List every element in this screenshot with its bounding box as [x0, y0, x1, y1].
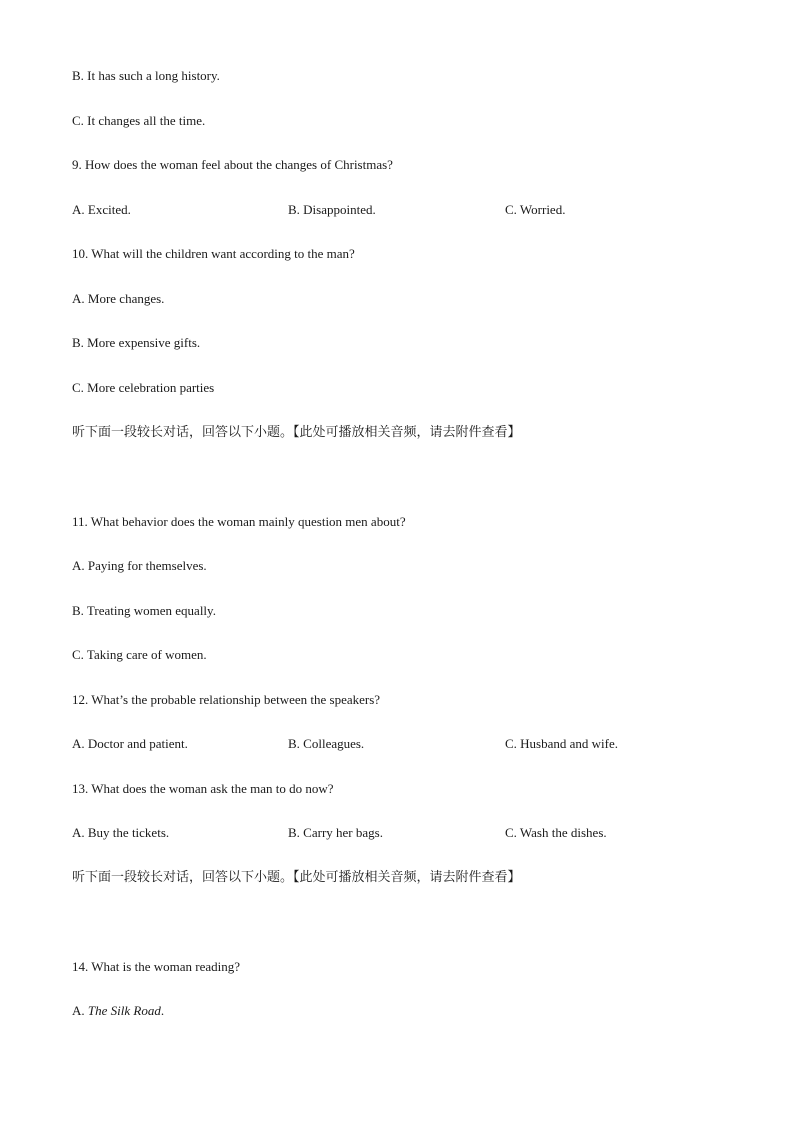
q12-option-c: C. Husband and wife.: [505, 736, 619, 751]
q11-option-b: B. Treating women equally.: [72, 603, 216, 618]
q11-option-c: C. Taking care of women.: [72, 647, 207, 662]
q8-option-b: B. It has such a long history.: [72, 68, 220, 83]
q12-option-a: A. Doctor and patient.: [72, 736, 188, 751]
listening-instruction-2: 听下面一段较长对话，回答以下小题。【此处可播放相关音频，请去附件查看】: [72, 870, 521, 885]
q9-option-a: A. Excited.: [72, 202, 131, 217]
q12-question: 12. What’s the probable relationship between the speakers?: [72, 692, 381, 707]
q10-option-c: C. More celebration parties: [72, 380, 215, 395]
q13-option-c: C. Wash the dishes.: [505, 825, 607, 840]
q14-option-a-prefix: A.: [72, 1003, 88, 1018]
q13-question: 13. What does the woman ask the man to do now?: [72, 781, 334, 796]
q8-option-c: C. It changes all the time.: [72, 113, 206, 128]
q14-question: 14. What is the woman reading?: [72, 959, 240, 974]
q9-option-b: B. Disappointed.: [288, 202, 376, 217]
q14-option-a: [72, 1003, 164, 1019]
q10-question: 10. What will the children want according to the man?: [72, 246, 355, 261]
q14-option-a-suffix: .: [160, 1003, 165, 1018]
q12-option-b: B. Colleagues.: [288, 736, 365, 751]
q11-option-a: A. Paying for themselves.: [72, 558, 207, 573]
q9-question: 9. How does the woman feel about the changes of Christmas?: [72, 157, 393, 172]
q10-option-b: B. More expensive gifts.: [72, 335, 201, 350]
q14-option-a-title: The Silk Road: [87, 1003, 161, 1018]
listening-instruction: 听下面一段较长对话，回答以下小题。【此处可播放相关音频，请去附件查看】: [72, 425, 521, 440]
q13-option-b: B. Carry her bags.: [288, 825, 383, 840]
q13-option-a: A. Buy the tickets.: [72, 825, 170, 840]
q10-option-a: A. More changes.: [72, 291, 165, 306]
q9-option-c: C. Worried.: [505, 202, 566, 217]
q11-question: 11. What behavior does the woman mainly question men about?: [72, 514, 406, 529]
